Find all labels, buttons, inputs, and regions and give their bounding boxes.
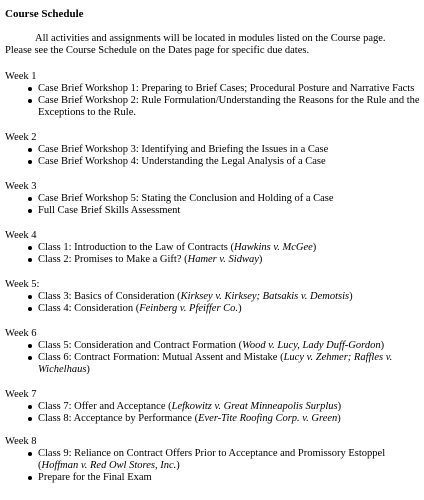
case-name: Hoffman v. Red Owl Stores, Inc. — [41, 460, 177, 471]
week-label: Week 7 — [5, 389, 37, 400]
intro-line-2: Please see the Course Schedule on the Dates page for specific due dates. — [5, 45, 310, 56]
week-6-section — [5, 328, 420, 376]
case-name: Lucy v. Zehmer; Raffles v. Wichelhaus — [38, 352, 393, 375]
case-name: Feinberg v. Pfeiffer Co. — [139, 303, 239, 314]
case-name: Hamer v. Sidway — [187, 254, 259, 265]
intro-paragraph — [5, 33, 417, 57]
case-name: Wood v. Lucy, Lady Duff-Gordon — [242, 340, 381, 351]
list-item — [5, 413, 420, 425]
item-text: ) — [337, 413, 341, 424]
item-text: ) — [176, 460, 180, 471]
list-item — [5, 83, 420, 95]
item-text: ) — [380, 340, 385, 351]
item-text: Case Brief Workshop 4: Understanding the Legal Analysis of a Case — [38, 156, 326, 167]
week-8-section — [5, 436, 420, 484]
item-text: Class 9: Reliance on Contract Offers Prior to Acceptance and Promissory Estoppel ( — [38, 448, 386, 471]
week-label: Week 6 — [5, 328, 37, 339]
week-5-list — [5, 291, 420, 315]
week-3-section — [5, 181, 420, 217]
item-text: Class 3: Basics of Consideration ( — [38, 291, 181, 302]
case-name: Ever-Tite Roofing Corp. v. Green — [198, 413, 338, 424]
item-text: Case Brief Workshop 5: Stating the Conclusion and Holding of a Case — [38, 193, 334, 204]
item-text: Class 1: Introduction to the Law of Contracts ( — [38, 242, 234, 253]
list-item — [5, 205, 420, 217]
item-text: ) — [312, 242, 317, 253]
week-1-list — [5, 83, 420, 119]
item-text: Class 7: Offer and Acceptance ( — [38, 401, 172, 412]
week-label: Week 5: — [5, 279, 40, 290]
item-text: Full Case Brief Skills Assessment — [38, 205, 181, 216]
week-label: Week 1 — [5, 71, 37, 82]
page-title: Course Schedule — [5, 8, 84, 20]
list-item — [5, 144, 420, 156]
week-label: Week 3 — [5, 181, 37, 192]
week-label: Week 2 — [5, 132, 37, 143]
list-item — [5, 303, 420, 315]
intro-line-1: All activities and assignments will be located in modules listed on the Course page. — [35, 33, 386, 44]
item-text: Class 4: Consideration ( — [38, 303, 140, 314]
week-2-section — [5, 132, 420, 168]
item-text: Class 6: Contract Formation: Mutual Assent and Mistake ( — [38, 352, 284, 363]
item-text: Case Brief Workshop 1: Preparing to Brief Cases; Procedural Posture and Narrative Facts — [38, 83, 415, 94]
week-6-list — [5, 340, 420, 376]
case-name: Hawkins v. McGee — [233, 242, 313, 253]
week-2-list — [5, 144, 420, 168]
item-text: ) — [238, 303, 242, 314]
list-item — [5, 472, 420, 484]
item-text: Case Brief Workshop 3: Identifying and Briefing the Issues in a Case — [38, 144, 329, 155]
list-item — [5, 291, 420, 303]
list-item — [5, 401, 420, 413]
list-item — [5, 254, 420, 266]
item-text: Prepare for the Final Exam — [38, 472, 152, 483]
list-item — [5, 352, 420, 376]
item-text: Case Brief Workshop 2: Rule Formulation/Understanding the Reasons for the Rule and the Exceptions to the Rule. — [38, 95, 420, 118]
week-4-section — [5, 230, 420, 266]
week-label: Week 8 — [5, 436, 37, 447]
item-text: Class 2: Promises to Make a Gift? ( — [38, 254, 188, 265]
item-text: Class 8: Acceptance by Performance ( — [38, 413, 199, 424]
item-text: ) — [337, 401, 342, 412]
case-name: Kirksey v. Kirksey; Batsakis v. Demotsis — [180, 291, 350, 302]
list-item — [5, 242, 420, 254]
week-4-list — [5, 242, 420, 266]
week-7-section — [5, 389, 420, 425]
item-text: ) — [349, 291, 353, 302]
week-1-section — [5, 71, 420, 119]
item-text: Class 5: Consideration and Contract Formation ( — [38, 340, 243, 351]
case-name: Lefkowitz v. Great Minneapolis Surplus — [171, 401, 338, 412]
week-8-list — [5, 448, 420, 484]
week-7-list — [5, 401, 420, 425]
list-item — [5, 193, 420, 205]
list-item — [5, 340, 420, 352]
week-3-list — [5, 193, 420, 217]
item-text: ) — [258, 254, 263, 265]
week-5-section — [5, 279, 420, 315]
list-item — [5, 448, 420, 472]
item-text: ) — [86, 364, 90, 375]
list-item — [5, 95, 420, 119]
list-item — [5, 156, 420, 168]
week-label: Week 4 — [5, 230, 37, 241]
